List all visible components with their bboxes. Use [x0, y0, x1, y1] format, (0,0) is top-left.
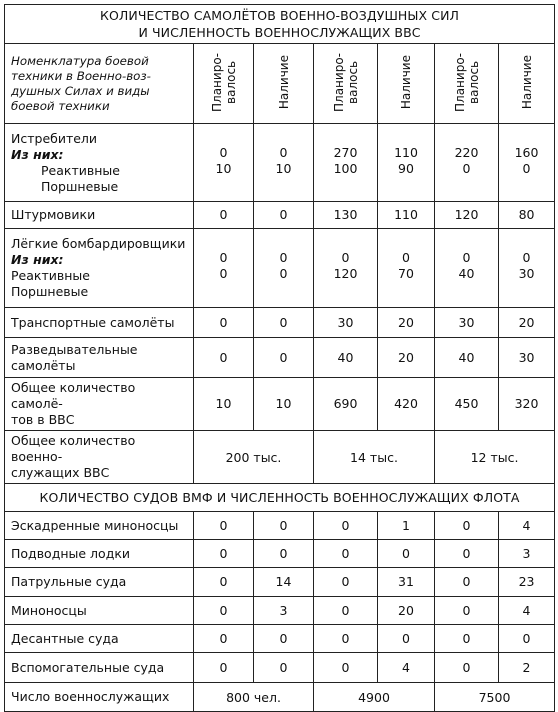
navy-row-label: Вспомогательные суда: [5, 653, 194, 683]
navy-cell: 0: [314, 625, 378, 653]
table-row-transport: [5, 308, 555, 338]
total-aircraft-label-line2: тов в ВВС: [11, 412, 75, 427]
recon-cell: 20: [378, 338, 435, 378]
attack-cell: 0: [194, 202, 254, 229]
total-personnel-cell: 12 тыс.: [435, 431, 555, 484]
recon-cell: 40: [435, 338, 499, 378]
navy-personnel-cell: 7500: [435, 683, 555, 712]
transport-cell: 20: [378, 308, 435, 338]
column-header-row: [5, 44, 555, 124]
recon-cell: 0: [194, 338, 254, 378]
navy-cell: 0: [435, 653, 499, 683]
transport-cell: 0: [254, 308, 314, 338]
navy-row-label: Эскадренные миноносцы: [5, 512, 194, 540]
actual-header-2: Наличие: [378, 44, 435, 124]
light-bombers-cell: 0 40: [435, 229, 499, 308]
table-row-navy: [5, 597, 555, 625]
statistics-table: [4, 4, 555, 712]
navy-cell: 1: [378, 512, 435, 540]
nomenclature-header: Номенклатура боевой техники в Военно-воз-душных Силах и виды боевой техники: [5, 44, 194, 124]
table-row-fighters: [5, 124, 555, 202]
navy-cell: 0: [499, 625, 555, 653]
table-row-navy: [5, 653, 555, 683]
recon-cell: 30: [499, 338, 555, 378]
aircraft-section-title: [5, 5, 555, 44]
total-aircraft-cell: 450: [435, 378, 499, 431]
light-bombers-of-them: Из них:: [11, 252, 64, 267]
table-row-attack: [5, 202, 555, 229]
navy-row-label: Подводные лодки: [5, 540, 194, 568]
navy-cell: 0: [254, 625, 314, 653]
recon-cell: 0: [254, 338, 314, 378]
navy-cell: 0: [435, 625, 499, 653]
total-aircraft-cell: 420: [378, 378, 435, 431]
table-row-total-aircraft: [5, 378, 555, 431]
fighters-cell: 0 10: [254, 124, 314, 202]
table-row-light-bombers: [5, 229, 555, 308]
navy-row-label: Десантные суда: [5, 625, 194, 653]
recon-cell: 40: [314, 338, 378, 378]
recon-label-line2: самолёты: [11, 357, 76, 373]
navy-cell: 0: [314, 540, 378, 568]
recon-label-line1: Разведывательные: [11, 341, 138, 357]
total-aircraft-label-line1: Общее количество самолё-: [11, 380, 136, 411]
aircraft-title-line2: И ЧИСЛЕННОСТЬ ВОЕННОСЛУЖАЩИХ ВВС: [138, 25, 421, 40]
light-bombers-cell: 0 0: [194, 229, 254, 308]
planned-header-2: Планиро- валось: [314, 44, 378, 124]
fighters-cell: 220 0: [435, 124, 499, 202]
navy-cell: 0: [314, 512, 378, 540]
navy-cell: 0: [254, 540, 314, 568]
light-bombers-label-cell: [5, 229, 194, 308]
navy-cell: 0: [314, 653, 378, 683]
table-row-recon: [5, 338, 555, 378]
table-row-navy: [5, 540, 555, 568]
navy-row-label: Миноносцы: [5, 597, 194, 625]
navy-cell: 0: [194, 653, 254, 683]
total-personnel-cell: 200 тыс.: [194, 431, 314, 484]
navy-cell: 23: [499, 568, 555, 597]
light-bombers-cell: 0 70: [378, 229, 435, 308]
total-personnel-label-cell: [5, 431, 194, 484]
fighters-label-cell: [5, 124, 194, 202]
attack-cell: 130: [314, 202, 378, 229]
transport-cell: 30: [435, 308, 499, 338]
navy-cell: 14: [254, 568, 314, 597]
light-bombers-cell: 0 30: [499, 229, 555, 308]
planned-header-3: Планиро- валось: [435, 44, 499, 124]
light-bombers-cell: 0 0: [254, 229, 314, 308]
table-row-navy-personnel: [5, 683, 555, 712]
light-bombers-piston-label: Поршневые: [11, 284, 89, 299]
light-bombers-label: Лёгкие бомбардировщики: [11, 236, 186, 251]
navy-cell: 0: [378, 540, 435, 568]
navy-cell: 0: [435, 512, 499, 540]
navy-cell: 20: [378, 597, 435, 625]
navy-cell: 0: [314, 597, 378, 625]
transport-cell: 30: [314, 308, 378, 338]
actual-header-1: Наличие: [254, 44, 314, 124]
fighters-cell: 160 0: [499, 124, 555, 202]
transport-cell: 0: [194, 308, 254, 338]
actual-header-3: Наличие: [499, 44, 555, 124]
navy-personnel-label: Число военнослужащих: [5, 683, 194, 712]
total-aircraft-cell: 320: [499, 378, 555, 431]
navy-cell: 4: [378, 653, 435, 683]
attack-cell: 0: [254, 202, 314, 229]
fighters-jet-label: Реактивные: [41, 162, 120, 178]
table-row-total-personnel: [5, 431, 555, 484]
navy-cell: 0: [194, 512, 254, 540]
navy-cell: 3: [254, 597, 314, 625]
navy-cell: 0: [378, 625, 435, 653]
fighters-cell: 0 10: [194, 124, 254, 202]
attack-cell: 120: [435, 202, 499, 229]
navy-personnel-cell: 4900: [314, 683, 435, 712]
navy-cell: 31: [378, 568, 435, 597]
navy-row-label: Патрульные суда: [5, 568, 194, 597]
fighters-of-them: Из них:: [11, 146, 64, 162]
attack-cell: 110: [378, 202, 435, 229]
aircraft-title-line1: КОЛИЧЕСТВО САМОЛЁТОВ ВОЕННО-ВОЗДУШНЫХ СИЛ: [99, 8, 460, 23]
light-bombers-jet-label: Реактивные: [11, 268, 90, 283]
navy-section-title: КОЛИЧЕСТВО СУДОВ ВМФ И ЧИСЛЕННОСТЬ ВОЕННОСЛУЖАЩИХ ФЛОТА: [5, 484, 555, 512]
total-aircraft-label-cell: [5, 378, 194, 431]
attack-label: Штурмовики: [5, 202, 194, 229]
recon-label-cell: [5, 338, 194, 378]
navy-cell: 3: [499, 540, 555, 568]
navy-cell: 0: [254, 653, 314, 683]
table-row-navy: [5, 568, 555, 597]
table-row-navy: [5, 512, 555, 540]
total-personnel-cell: 14 тыс.: [314, 431, 435, 484]
total-personnel-label-line2: служащих ВВС: [11, 465, 110, 480]
fighters-label: Истребители: [11, 130, 98, 146]
fighters-piston-label: Поршневые: [41, 178, 119, 194]
total-aircraft-cell: 690: [314, 378, 378, 431]
fighters-cell: 270 100: [314, 124, 378, 202]
navy-cell: 0: [254, 512, 314, 540]
fighters-cell: 110 90: [378, 124, 435, 202]
planned-header-1: Планиро- валось: [194, 44, 254, 124]
navy-cell: 0: [435, 540, 499, 568]
navy-cell: 0: [435, 568, 499, 597]
navy-cell: 0: [194, 540, 254, 568]
navy-cell: 0: [194, 597, 254, 625]
navy-cell: 4: [499, 597, 555, 625]
total-aircraft-cell: 10: [194, 378, 254, 431]
navy-cell: 0: [314, 568, 378, 597]
navy-cell: 0: [435, 597, 499, 625]
navy-personnel-cell: 800 чел.: [194, 683, 314, 712]
navy-cell: 2: [499, 653, 555, 683]
transport-label: Транспортные самолёты: [5, 308, 194, 338]
attack-cell: 80: [499, 202, 555, 229]
total-aircraft-cell: 10: [254, 378, 314, 431]
navy-cell: 0: [194, 625, 254, 653]
light-bombers-cell: 0 120: [314, 229, 378, 308]
transport-cell: 20: [499, 308, 555, 338]
navy-cell: 4: [499, 512, 555, 540]
table-row-navy: [5, 625, 555, 653]
total-personnel-label-line1: Общее количество военно-: [11, 433, 136, 464]
navy-cell: 0: [194, 568, 254, 597]
